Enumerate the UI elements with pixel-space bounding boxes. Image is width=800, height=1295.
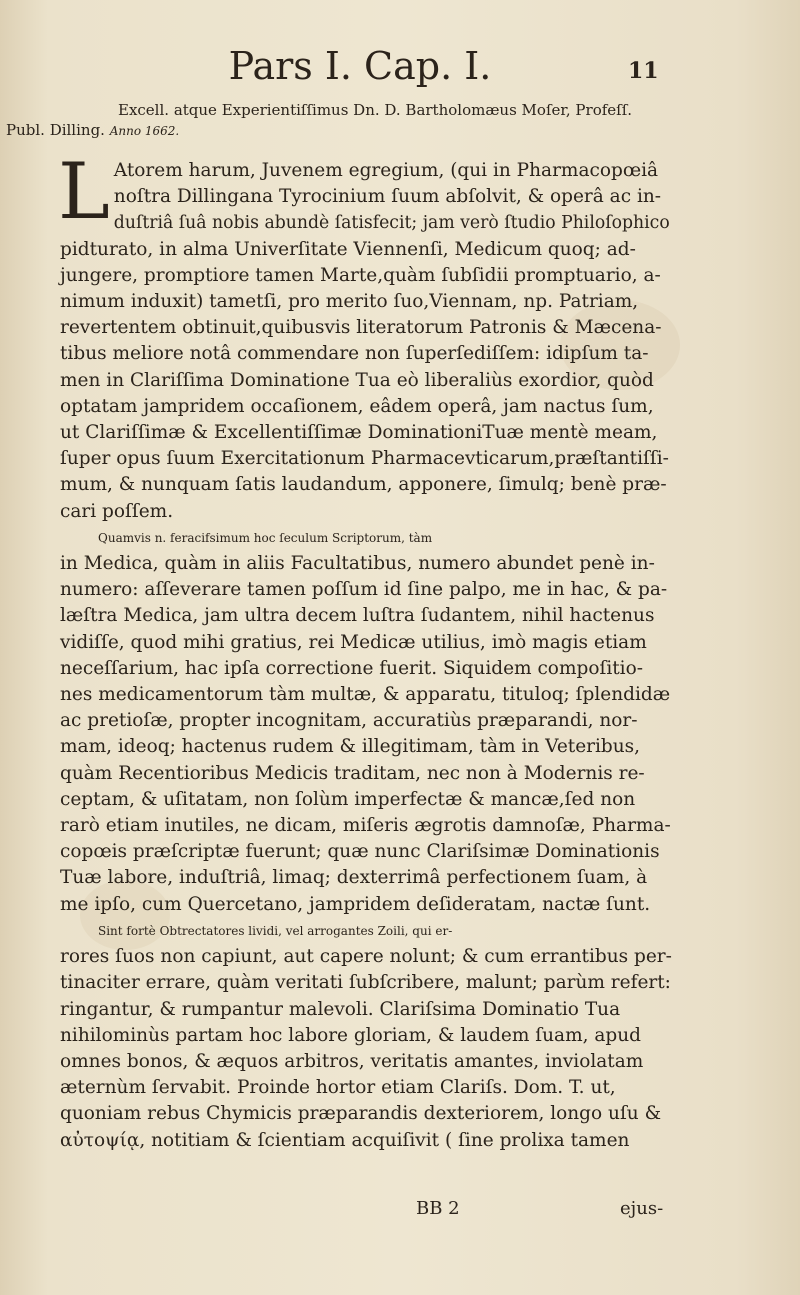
page-footer bbox=[60, 1198, 674, 1224]
text-line: ſuper opus ſuum Exercitationum Pharmacevticarum,præſtantiſſi- bbox=[60, 448, 669, 470]
running-head bbox=[0, 44, 800, 94]
text-line: copœis præſcriptæ fuerunt; quæ nunc Clariſsimæ Dominationis bbox=[60, 841, 660, 863]
text-line: duſtriâ ſuâ nobis abundè ſatisfecit; jam verò ſtudio Philoſophico bbox=[113, 213, 670, 234]
text-line: optatam jampridem occaſionem, eâdem operâ, jam nactus ſum, bbox=[60, 395, 654, 417]
text-line: noſtra Dillingana Tyrocinium ſuum abſolvit, & operâ ac in- bbox=[113, 186, 662, 208]
text-line: revertentem obtinuit,quibusvis literatorum Patronis & Mæcena- bbox=[60, 317, 662, 339]
text-line: cari poſſem. bbox=[60, 500, 174, 522]
text-line: me ipſo, cum Quercetano, jampridem deſideratam, nactæ ſunt. bbox=[60, 893, 651, 915]
heading-line-1: Excell. atque Experientiſſimus Dn. D. Bartholomæus Moſer, Profeſſ. bbox=[118, 101, 633, 119]
text-line: mam, ideoq; hactenus rudem & illegitimam, tàm in Veteribus, bbox=[60, 736, 641, 758]
text-line: nes medicamentorum tàm multæ, & apparatu, tituloq; ſplendidæ bbox=[60, 684, 671, 706]
text-line: læſtra Medica, jam ultra decem luſtra ſudantem, nihil hactenus bbox=[60, 605, 655, 627]
text-line: αὐτοψίᾳ, notitiam & ſcientiam acquiſivit ( ſine prolixa tamen bbox=[60, 1129, 630, 1151]
text-line: nimum induxit) tametſi, pro merito ſuo,Viennam, np. Patriam, bbox=[60, 291, 639, 313]
text-line: æternùm ſervabit. Proinde hortor etiam Clariſs. Dom. T. ut, bbox=[60, 1077, 616, 1099]
text-line: omnes bonos, & æquos arbitros, veritatis amantes, inviolatam bbox=[60, 1050, 644, 1072]
text-line: ringantur, & rumpantur malevoli. Clariſsima Dominatio Tua bbox=[60, 998, 621, 1020]
text-line: nihilominùs partam hoc labore gloriam, & laudem ſuam, apud bbox=[60, 1024, 642, 1046]
text-line: tibus meliore notâ commendare non ſuperſediſſem: idipſum ta- bbox=[60, 343, 649, 365]
heading-date: Anno 1662. bbox=[109, 124, 180, 138]
text-line: quoniam rebus Chymicis præparandis dexteriorem, longo uſu & bbox=[60, 1103, 662, 1125]
text-line: Tuæ labore, induſtriâ, limaq; dexterrimâ perfectionem ſuam, à bbox=[60, 867, 648, 889]
page-number: 11 bbox=[628, 58, 659, 84]
text-line: rores ſuos non capiunt, aut capere nolunt; & cum errantibus per- bbox=[60, 946, 672, 968]
catchword: ejus- bbox=[620, 1198, 664, 1219]
text-line: vidiſſe, quod mihi gratius, rei Medicæ utilius, imò magis etiam bbox=[60, 631, 647, 653]
text-line: neceſſarium, hac ipſa correctione fuerit. Siquidem compoſitio- bbox=[60, 657, 643, 679]
text-line: quàm Recentioribus Medicis traditam, nec non à Modernis re- bbox=[60, 762, 645, 784]
text-line: Quamvis n. feracifsimum hoc ſeculum Scriptorum, tàm bbox=[98, 530, 433, 545]
text-line: rarò etiam inutiles, ne dicam, miſeris ægrotis damnoſæ, Pharma- bbox=[60, 815, 671, 837]
text-line: numero: aſſeverare tamen poſſum id ſine palpo, me in hac, & pa- bbox=[60, 579, 668, 601]
text-line: ut Clariſſimæ & Excellentiſſimæ DominationiTuæ mentè meam, bbox=[60, 422, 658, 444]
text-line: ceptam, & uſitatam, non ſolùm imperfectæ & mancæ,ſed non bbox=[60, 788, 636, 810]
drop-cap: L bbox=[58, 147, 110, 237]
text-line: pidturato, in alma Univerſitate Viennenſi, Medicum quoq; ad- bbox=[60, 238, 636, 260]
text-line: in Medica, quàm in aliis Facultatibus, numero abundet penè in- bbox=[60, 553, 655, 575]
text-line: Sint fortè Obtrectatores lividi, vel arrogantes Zoili, qui er- bbox=[98, 923, 453, 938]
letter-body bbox=[58, 147, 674, 1154]
dedication-heading bbox=[6, 100, 672, 141]
heading-line-2: Publ. Dilling. bbox=[6, 121, 105, 139]
page-title: Pars I. Cap. I. bbox=[228, 44, 492, 88]
text-line: jungere, promptiore tamen Marte,quàm ſubſidii promptuario, a- bbox=[60, 264, 661, 286]
text-line: tinaciter errare, quàm veritati ſubſcribere, malunt; parùm refert: bbox=[60, 972, 671, 994]
signature-mark: BB 2 bbox=[416, 1198, 460, 1219]
text-line: mum, & nunquam ſatis laudandum, apponere, ſimulq; benè præ- bbox=[60, 474, 667, 496]
text-line: ac pretioſæ, propter incognitam, accuratiùs præparandi, nor- bbox=[60, 710, 638, 732]
text-line: Atorem harum, Juvenem egregium, (qui in Pharmacopœiâ bbox=[113, 160, 659, 181]
text-line: men in Clariſſima Dominatione Tua eò liberaliùs exordior, quòd bbox=[60, 369, 654, 391]
